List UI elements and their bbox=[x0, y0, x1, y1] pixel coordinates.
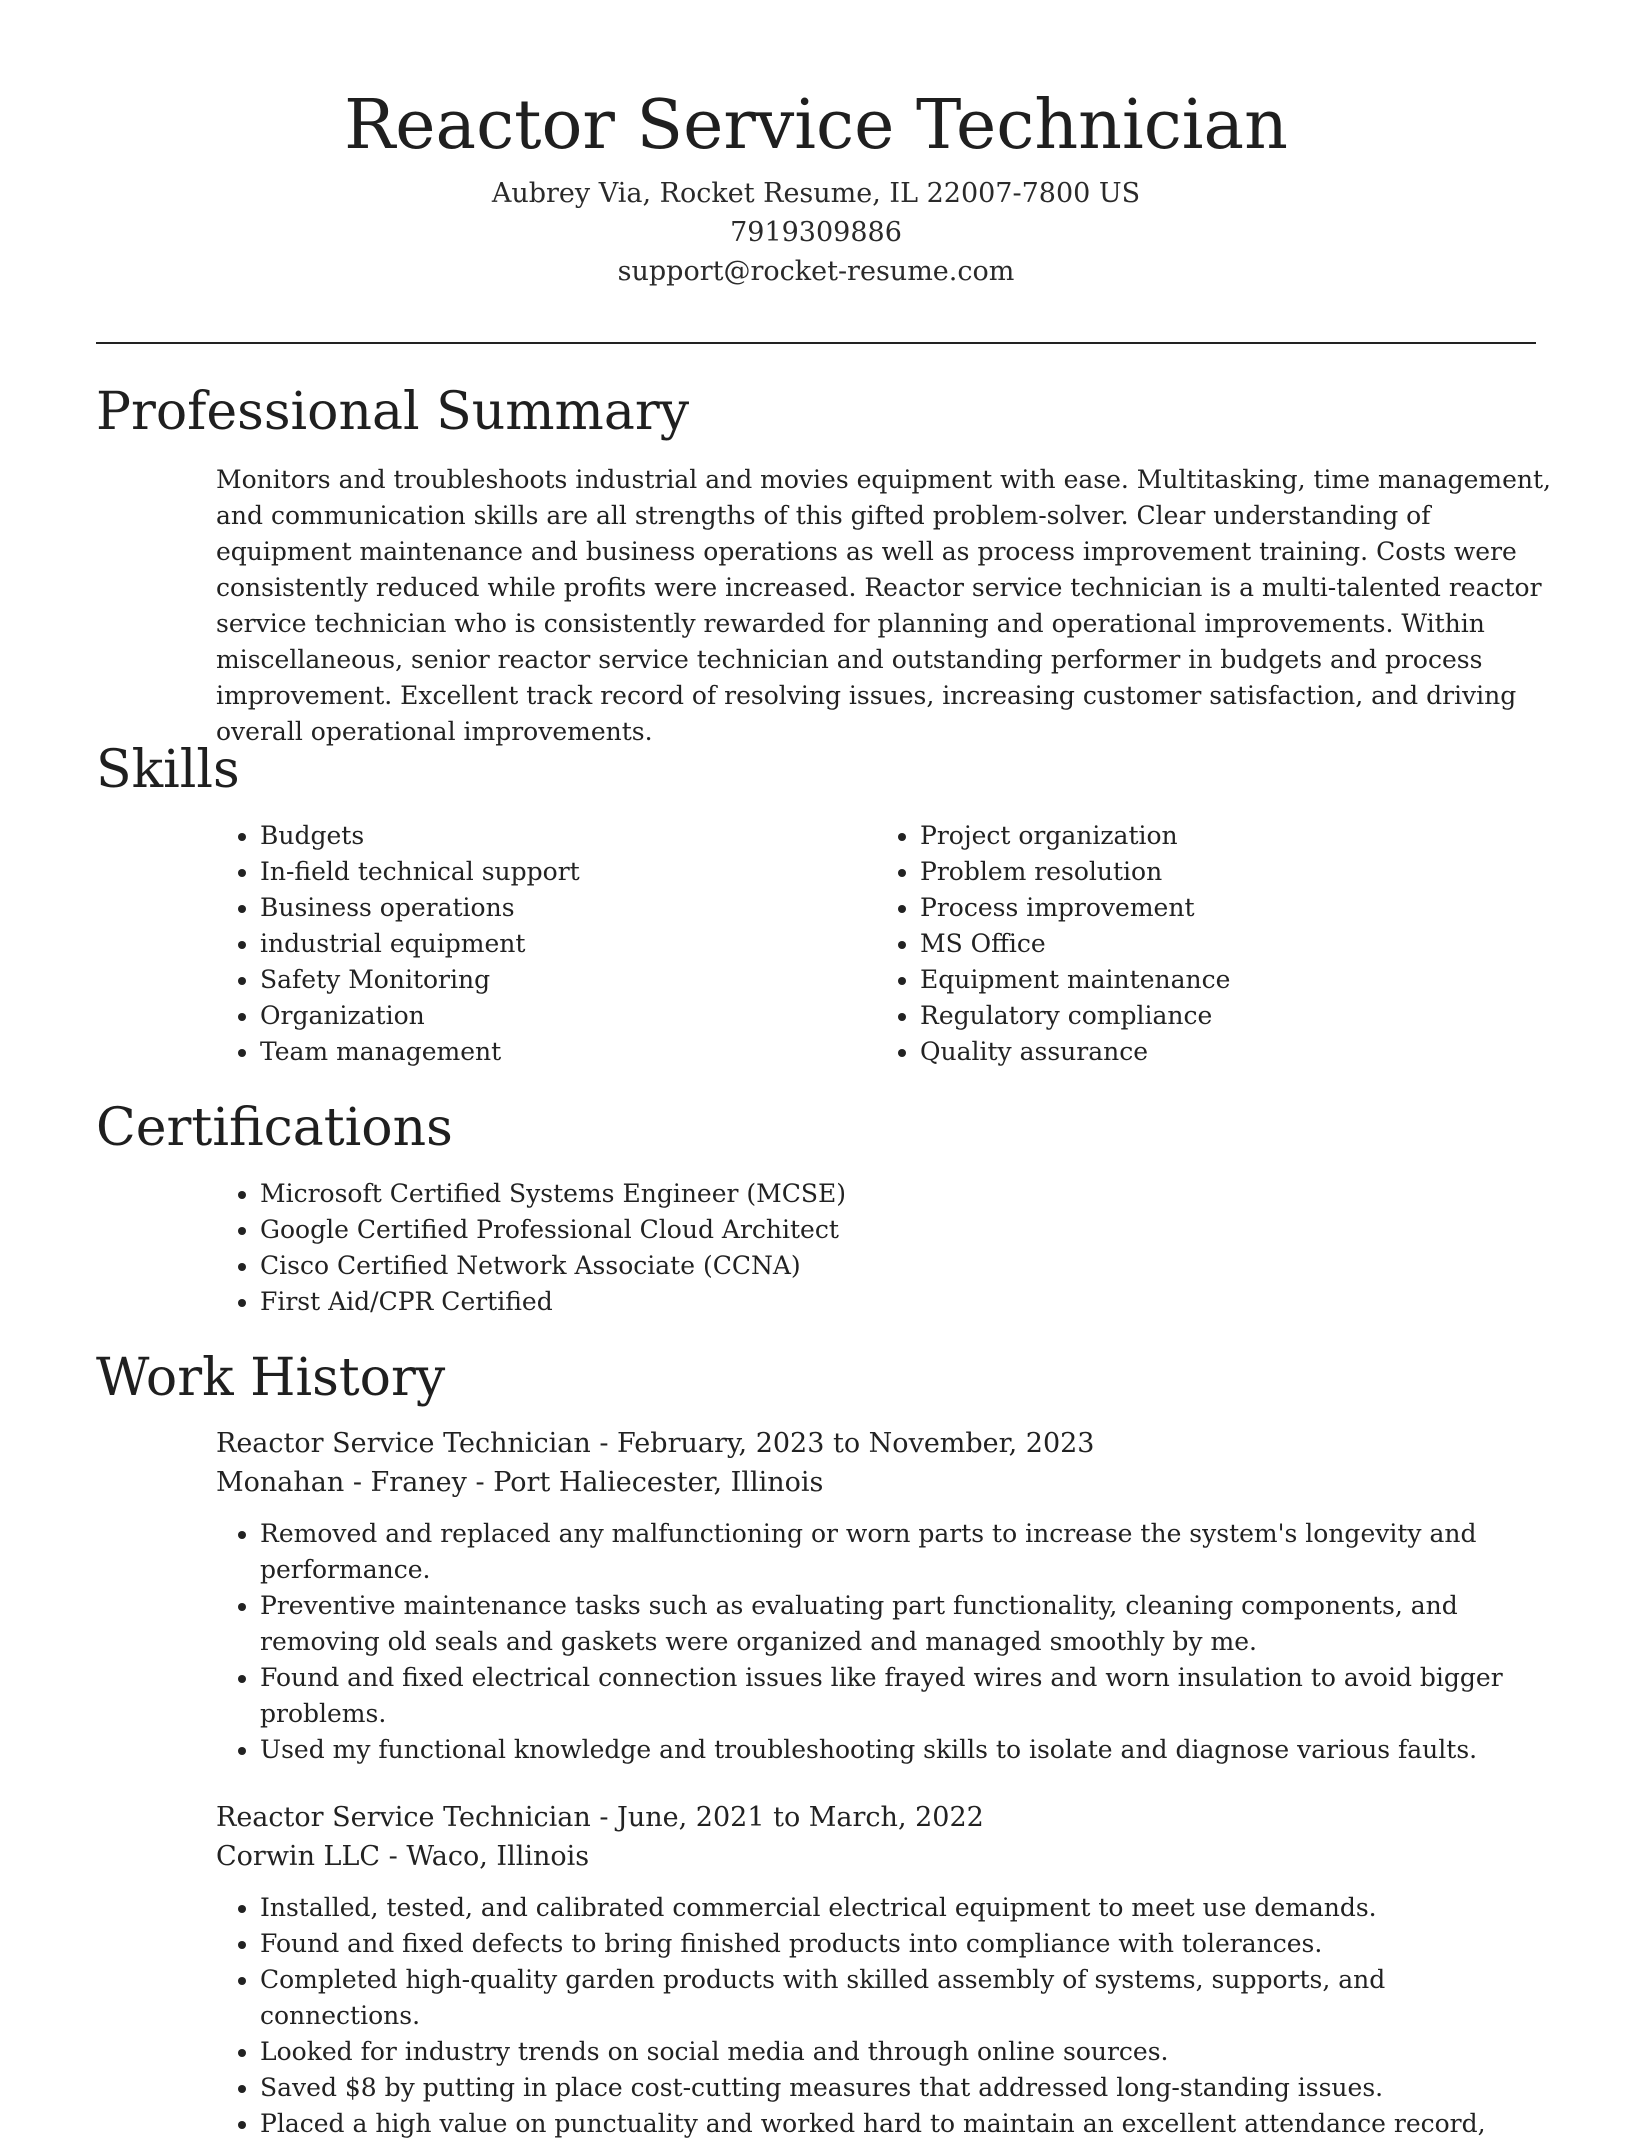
skill-item: • Safety Monitoring bbox=[260, 962, 876, 998]
skill-item: • MS Office bbox=[920, 926, 1536, 962]
job-dates: - June, 2021 to March, 2022 bbox=[599, 1802, 984, 1833]
job-bullet: • Completed high-quality garden products with skilled assembly of systems, supports, and connections. bbox=[260, 1962, 1536, 2034]
job-company-line bbox=[216, 1837, 1536, 1876]
skill-item: • Team management bbox=[260, 1034, 876, 1070]
job-bullet: • Looked for industry trends on social media and through online sources. bbox=[260, 2034, 1536, 2070]
skill-item: • Business operations bbox=[260, 890, 876, 926]
section-title: Work History bbox=[96, 1348, 446, 1408]
page-title: Reactor Service Technician bbox=[344, 86, 1288, 165]
header-divider bbox=[96, 342, 1536, 344]
certifications-section bbox=[96, 1096, 1536, 1320]
job-bullets bbox=[216, 1516, 1536, 1768]
section-title: Certifications bbox=[96, 1098, 453, 1158]
job-bullet: • Used my functional knowledge and troubleshooting skills to isolate and diagnose various faults. bbox=[260, 1732, 1536, 1768]
job-title-line bbox=[216, 1424, 1536, 1463]
job-bullet: • Preventive maintenance tasks such as evaluating part functionality, cleaning components, and removing old seals and gaskets were organized and managed smoothly by me. bbox=[260, 1588, 1536, 1660]
job-entry bbox=[216, 1424, 1536, 1768]
skill-item: • Process improvement bbox=[920, 890, 1536, 926]
job-bullet: • Placed a high value on punctuality and worked hard to maintain an excellent attendance record, bbox=[260, 2106, 1536, 2142]
certification-item: • First Aid/CPR Certified bbox=[260, 1284, 1536, 1320]
certification-item: • Cisco Certified Network Associate (CCNA) bbox=[260, 1248, 1536, 1284]
skill-item: • Equipment maintenance bbox=[920, 962, 1536, 998]
skills-list-left bbox=[216, 818, 876, 1070]
skill-item: • Quality assurance bbox=[920, 1034, 1536, 1070]
job-title: Reactor Service Technician bbox=[216, 1802, 591, 1833]
resume-header bbox=[96, 78, 1536, 291]
job-title-line bbox=[216, 1798, 1536, 1837]
skill-item: • In-field technical support bbox=[260, 854, 876, 890]
job-bullet: • Saved $8 by putting in place cost-cutting measures that addressed long-standing issues. bbox=[260, 2070, 1536, 2106]
job-bullet: • Found and fixed electrical connection issues like frayed wires and worn insulation to avoid bigger problems. bbox=[260, 1660, 1536, 1732]
job-bullet: • Installed, tested, and calibrated commercial electrical equipment to meet use demands. bbox=[260, 1890, 1536, 1926]
skill-item: • industrial equipment bbox=[260, 926, 876, 962]
certifications-list bbox=[216, 1176, 1536, 1320]
job-title: Reactor Service Technician bbox=[216, 1428, 591, 1459]
job-company: Corwin LLC bbox=[216, 1841, 381, 1872]
contact-address: Aubrey Via, Rocket Resume, IL 22007-7800 US bbox=[491, 178, 1141, 209]
skill-item: • Regulatory compliance bbox=[920, 998, 1536, 1034]
skill-item: • Problem resolution bbox=[920, 854, 1536, 890]
certification-item: • Microsoft Certified Systems Engineer (MCSE) bbox=[260, 1176, 1536, 1212]
job-bullet: • Found and fixed defects to bring finished products into compliance with tolerances. bbox=[260, 1926, 1536, 1962]
job-dates: - February, 2023 to November, 2023 bbox=[599, 1428, 1095, 1459]
skill-item: • Organization bbox=[260, 998, 876, 1034]
job-bullet: • Removed and replaced any malfunctioning or worn parts to increase the system's longevity and performance. bbox=[260, 1516, 1536, 1588]
professional-summary-section bbox=[96, 380, 1551, 750]
summary-text: Monitors and troubleshoots industrial and movies equipment with ease. Multitasking, time management, and communication skills are all strengths of this gifted problem-solver. Clear understanding of equipment maintenance and business operations as well as process improvement training. Costs were consistently reduced while profits were increased. Reactor service technician is a multi-talented reactor service technician who is consistently rewarded for planning and operational improvements. Within miscellaneous, senior reactor service technician and outstanding performer in budgets and process improvement. Excellent track record of resolving issues, increasing customer satisfaction, and driving overall operational improvements. bbox=[216, 465, 1551, 746]
skills-section bbox=[96, 738, 1536, 1070]
work-history-section bbox=[96, 1346, 1536, 2142]
job-location: - Port Haliecester, Illinois bbox=[475, 1467, 824, 1498]
contact-email: support@rocket-resume.com bbox=[617, 256, 1015, 287]
skill-item: • Budgets bbox=[260, 818, 876, 854]
job-company: Monahan - Franey bbox=[216, 1467, 467, 1498]
section-title: Professional Summary bbox=[96, 382, 690, 442]
contact-phone: 7919309886 bbox=[730, 217, 902, 248]
job-location: - Waco, Illinois bbox=[388, 1841, 590, 1872]
job-company-line bbox=[216, 1463, 1536, 1502]
skills-columns bbox=[216, 818, 1536, 1070]
certification-item: • Google Certified Professional Cloud Architect bbox=[260, 1212, 1536, 1248]
job-bullets bbox=[216, 1890, 1536, 2142]
job-entry bbox=[216, 1798, 1536, 2142]
skills-list-right bbox=[876, 818, 1536, 1070]
section-title: Skills bbox=[96, 740, 240, 800]
skill-item: • Project organization bbox=[920, 818, 1536, 854]
